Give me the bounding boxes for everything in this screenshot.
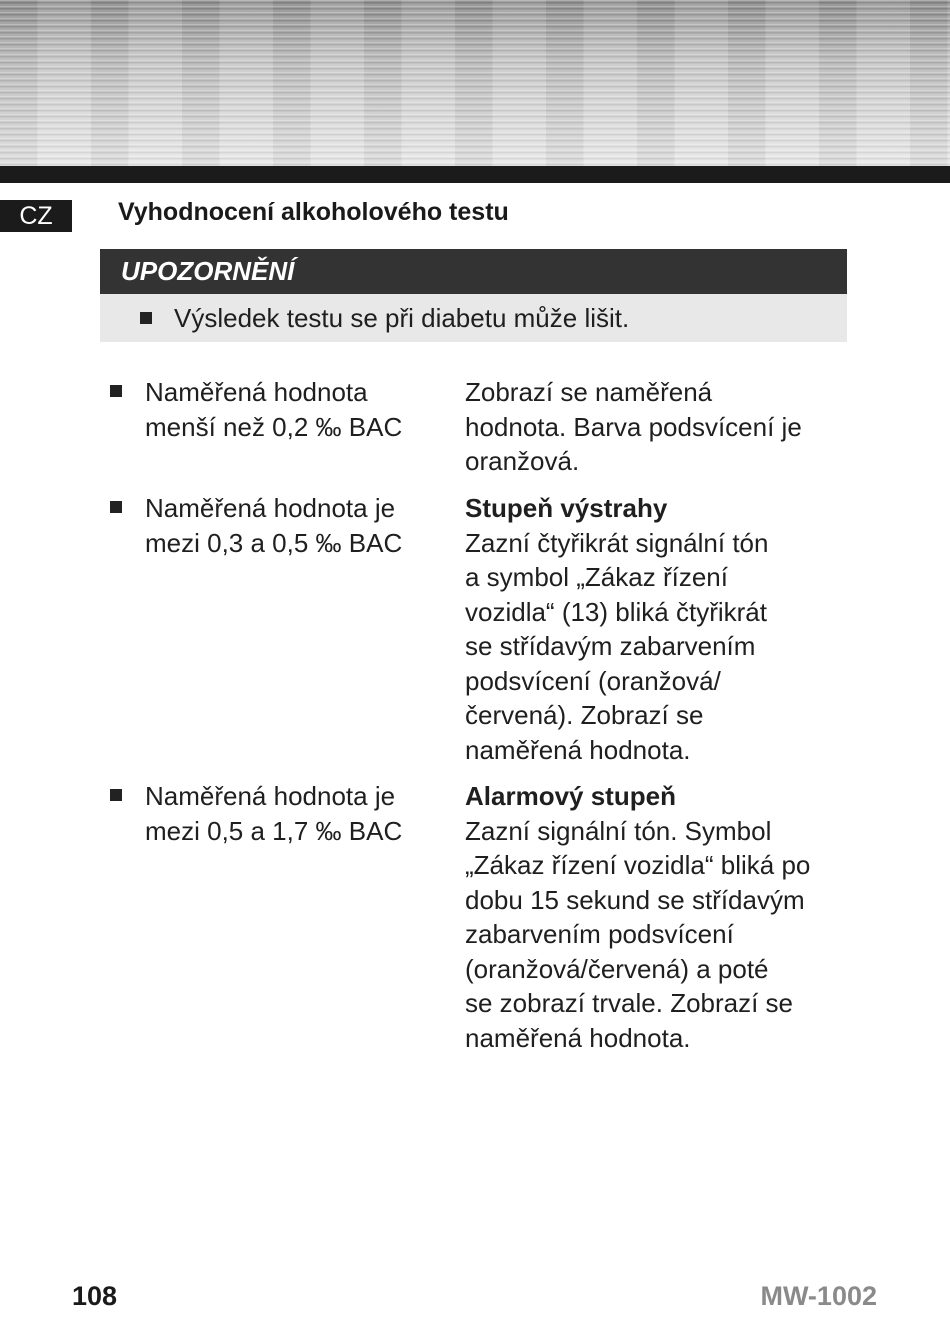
condition-line: Naměřená hodnota bbox=[145, 377, 368, 407]
result-line: zabarvením podsvícení bbox=[465, 919, 734, 949]
result bbox=[465, 779, 855, 1055]
result-line: se střídavým zabarvením bbox=[465, 631, 756, 661]
result-line: vozidla“ (13) bliká čtyřikrát bbox=[465, 596, 767, 627]
condition-line: mezi 0,3 a 0,5 ‰ BAC bbox=[145, 527, 403, 558]
result bbox=[465, 491, 855, 767]
model-name: MW-1002 bbox=[760, 1281, 877, 1311]
header-dark-bar bbox=[0, 166, 950, 183]
bullet-square-icon bbox=[110, 501, 122, 513]
condition-line: Naměřená hodnota je bbox=[145, 781, 396, 811]
page-number: 108 bbox=[72, 1281, 118, 1311]
result-line: hodnota. Barva podsvícení je bbox=[465, 411, 802, 442]
condition-line: mezi 0,5 a 1,7 ‰ BAC bbox=[145, 815, 403, 846]
result-line: Zazní čtyřikrát signální tón bbox=[465, 527, 769, 558]
condition bbox=[145, 375, 455, 444]
condition-line: menší než 0,2 ‰ BAC bbox=[145, 411, 403, 442]
bullet-square-icon bbox=[110, 789, 122, 801]
condition bbox=[145, 491, 455, 560]
warning-heading: UPOZORNĚNÍ bbox=[100, 249, 847, 294]
result-line: oranžová. bbox=[465, 446, 580, 476]
result-line: dobu 15 sekund se střídavým bbox=[465, 884, 805, 915]
header-brushed-metal-band bbox=[0, 0, 950, 166]
result-line: Zazní signální tón. Symbol bbox=[465, 815, 772, 846]
condition-line: Naměřená hodnota je bbox=[145, 493, 396, 523]
result-line: a symbol „Zákaz řízení bbox=[465, 562, 728, 592]
language-tag: CZ bbox=[0, 200, 72, 232]
result bbox=[465, 375, 855, 479]
result-line: naměřená hodnota. bbox=[465, 1022, 691, 1053]
result-line: „Zákaz řízení vozidla“ bliká po bbox=[465, 850, 811, 880]
result-title: Stupeň výstrahy bbox=[465, 493, 668, 523]
result-line: podsvícení (oranžová/ bbox=[465, 665, 721, 696]
result-line: se zobrazí trvale. Zobrazí se bbox=[465, 988, 794, 1018]
result-line: červená). Zobrazí se bbox=[465, 700, 704, 730]
condition bbox=[145, 779, 455, 848]
warning-box bbox=[100, 294, 847, 342]
result-title: Alarmový stupeň bbox=[465, 781, 676, 811]
bullet-square-icon bbox=[110, 385, 122, 397]
result-line: Zobrazí se naměřená bbox=[465, 377, 713, 407]
section-title: Vyhodnocení alkoholového testu bbox=[118, 198, 509, 226]
result-line: (oranžová/červená) a poté bbox=[465, 953, 769, 984]
result-line: naměřená hodnota. bbox=[465, 734, 691, 765]
bullet-square-icon bbox=[140, 312, 152, 324]
warning-text: Výsledek testu se při diabetu může lišit. bbox=[174, 303, 630, 333]
